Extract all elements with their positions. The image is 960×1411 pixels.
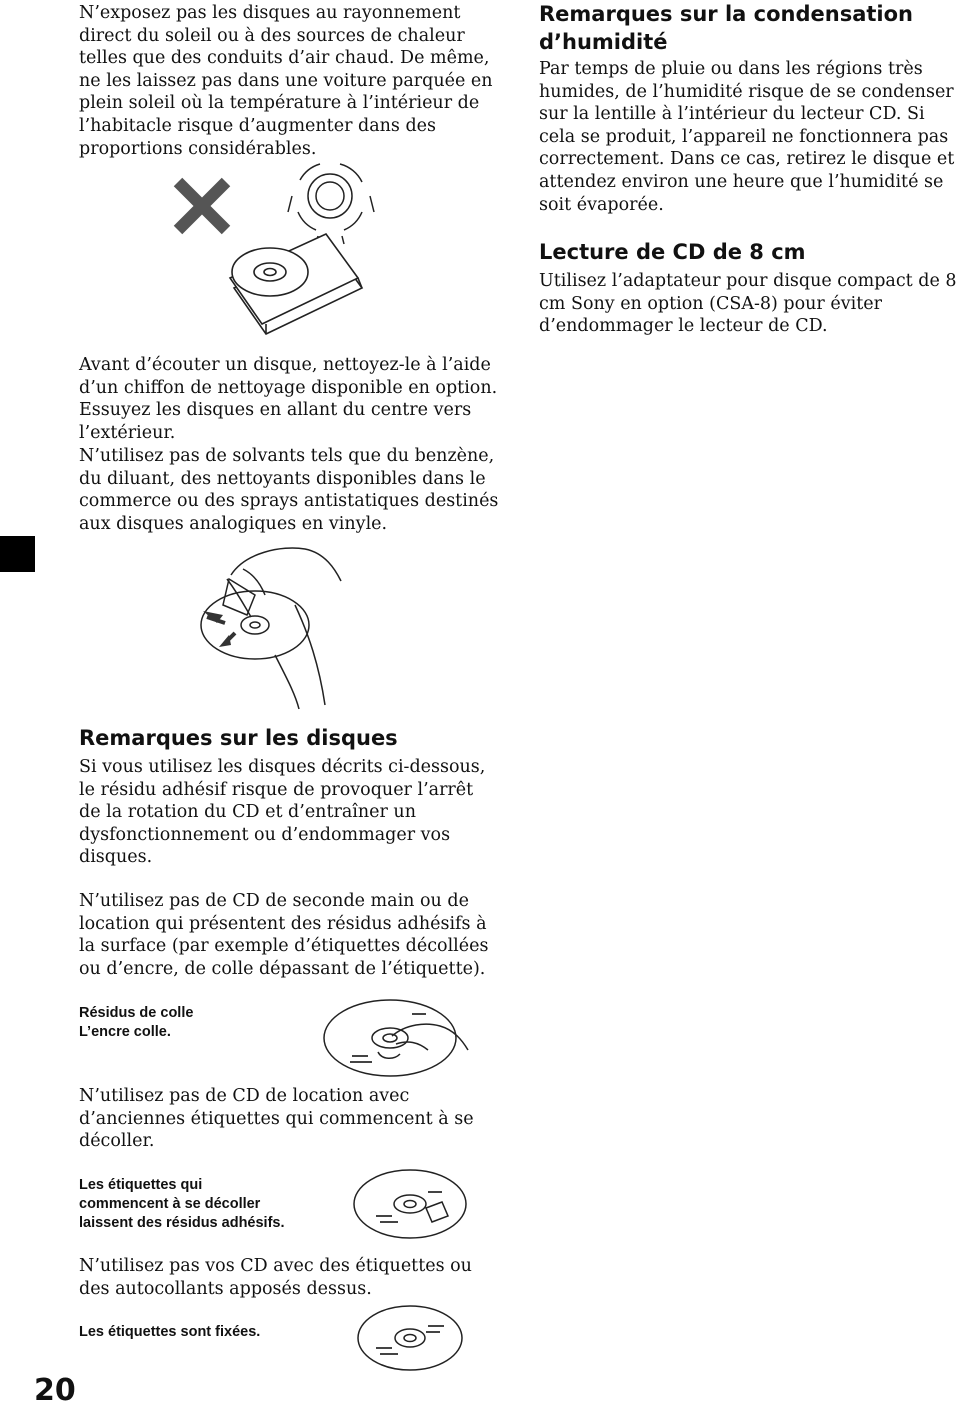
sticker-caption: Les étiquettes sont fixées. <box>79 1324 261 1340</box>
cleaning-instructions-paragraph: Avant d’écouter un disque, nettoyez-le à l’aide d’un chiffon de nettoyage disponible en option. Essuyez les disques en allant du centre vers l’extérieur. <box>79 355 498 443</box>
solvent-warning-paragraph: N’utilisez pas de solvants tels que du benzène, du diluant, des nettoyants disponibles dans le commerce ou des sprays antistatiques destinés aux disques analogiques en vinyle. <box>79 446 499 534</box>
section-tab-marker <box>0 536 35 572</box>
used-cd-warning: N’utilisez pas de CD de seconde main ou de location qui présentent des résidus adhésifs à la surface (par exemple d’étiquettes décollées ou d’encre, de colle dépassant de l’étiquette). <box>79 891 489 979</box>
rental-cd-warning: N’utilisez pas de CD de location avec d’anciennes étiquettes qui commencent à se décoller. <box>79 1086 474 1152</box>
page-number: 20 <box>34 1373 76 1408</box>
sticker-cd-warning: N’utilisez pas vos CD avec des étiquettes ou des autocollants apposés dessus. <box>79 1256 472 1299</box>
disc-notes-heading: Remarques sur les disques <box>79 726 398 750</box>
heat-warning-paragraph: N’exposez pas les disques au rayonnement direct du soleil ou à des sources de chaleur telles que des conduits d’air chaud. De même, ne les laissez pas dans une voiture parquée en plein soleil où la température à l’intérieur de l’habitacle risque d’augmenter dans des proportions considérables. <box>79 3 493 159</box>
condensation-paragraph: Par temps de pluie ou dans les régions très humides, de l’humidité risque de se condenser sur la lentille à l’intérieur du lecteur CD. Si cela se produit, l’appareil ne fonctionnera pas correctement. Dans ce cas, retirez le disque et attendez environ une heure que l’humidité se soit évaporée. <box>539 59 955 215</box>
peel-caption-line-2: commencent à se décoller <box>79 1196 261 1212</box>
peel-caption-line-1: Les étiquettes qui <box>79 1177 203 1193</box>
peeling-label-caption <box>79 1176 339 1233</box>
peeling-label-disc-illustration <box>352 1166 472 1246</box>
cd8-paragraph: Utilisez l’adaptateur pour disque compact de 8 cm Sony en option (CSA-8) pour éviter d’endommager le lecteur de CD. <box>539 271 957 337</box>
disc-notes-intro: Si vous utilisez les disques décrits ci-dessous, le résidu adhésif risque de provoquer l’arrêt de la rotation du CD et d’entraîner un dysfonctionnement ou d’endommager vos disques. <box>79 757 486 868</box>
prohibited-x-icon <box>178 182 226 230</box>
glue-residue-disc-illustration <box>322 996 472 1080</box>
cd8-heading: Lecture de CD de 8 cm <box>539 240 806 264</box>
glue-caption-line-1: Résidus de colle <box>79 1005 194 1021</box>
cleaning-hand-illustration <box>195 545 355 715</box>
glue-residue-caption <box>79 1004 279 1042</box>
sun-heat-illustration <box>170 160 380 340</box>
sticker-disc-illustration <box>356 1302 466 1378</box>
condensation-heading: Remarques sur la condensation d’humidité <box>539 2 913 54</box>
glue-caption-line-2: L’encre colle. <box>79 1024 171 1040</box>
peel-caption-line-3: laissent des résidus adhésifs. <box>79 1215 285 1231</box>
